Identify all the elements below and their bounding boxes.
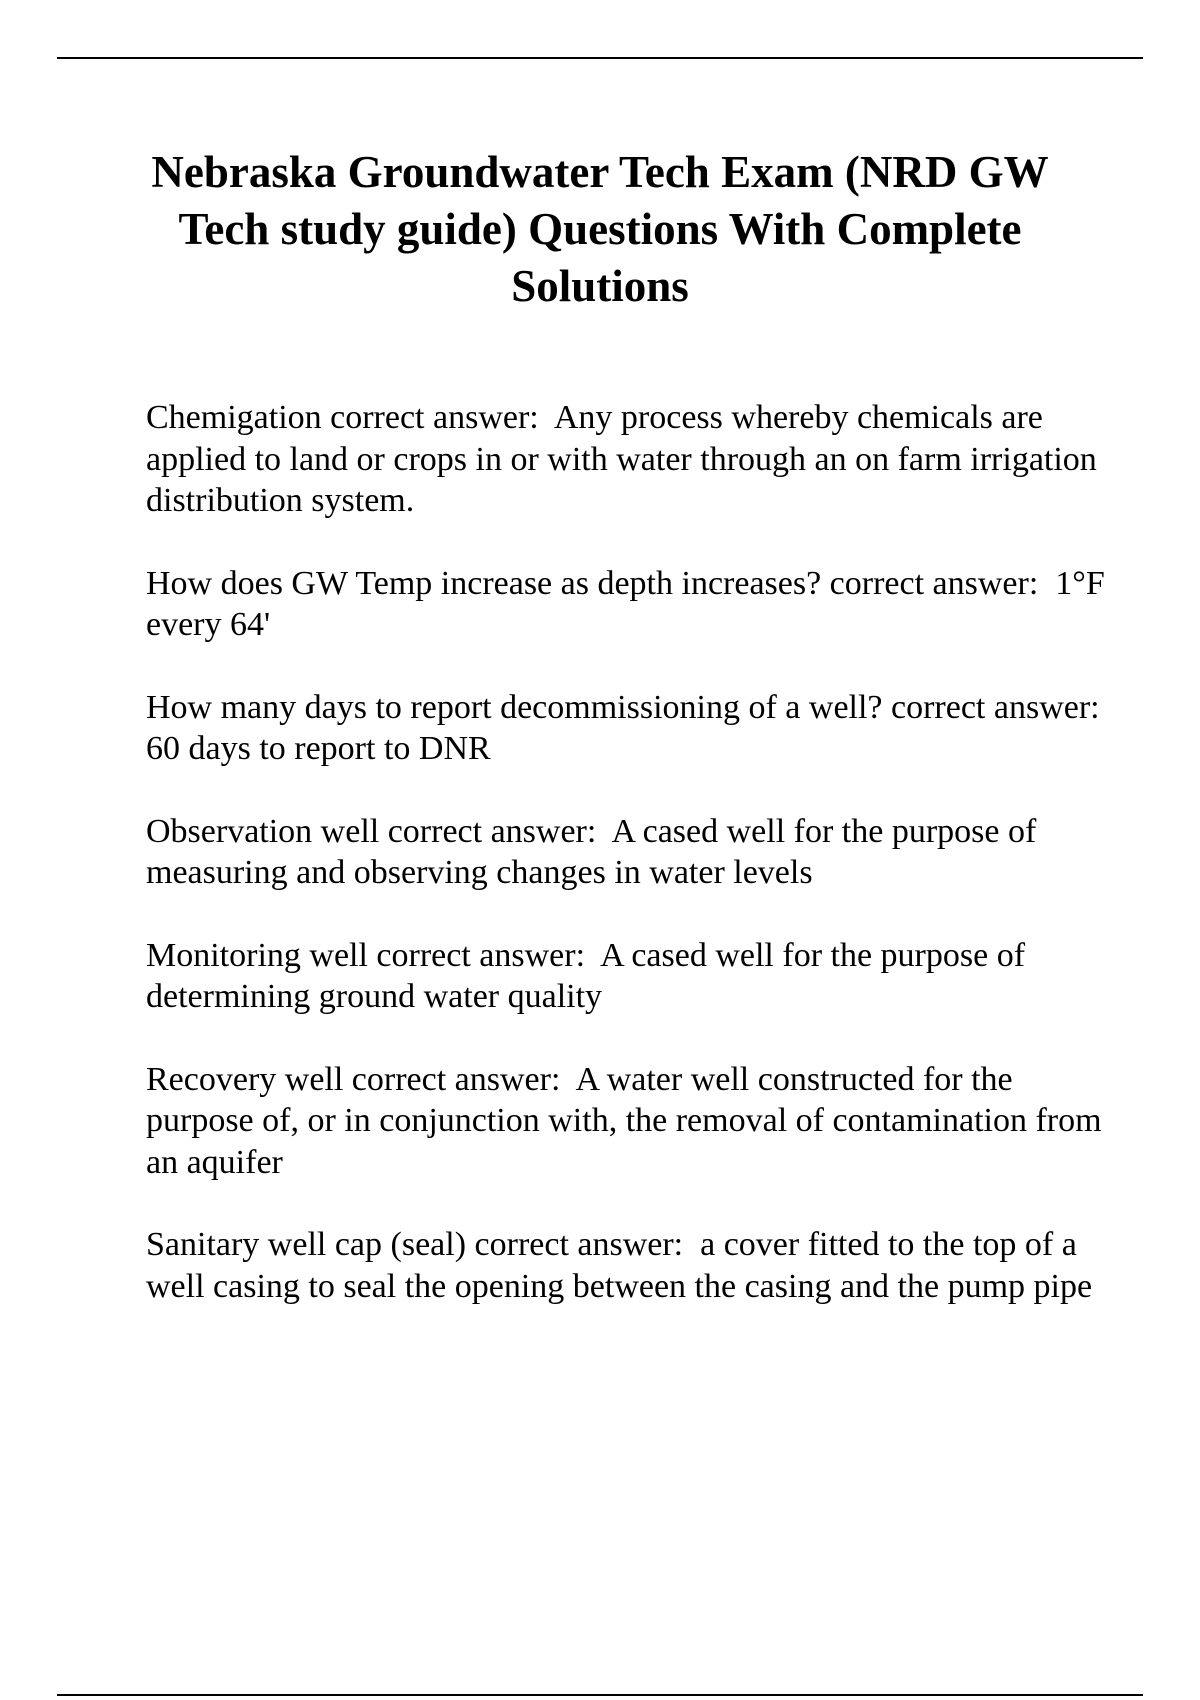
- qa-item-sanitary-well-cap: Sanitary well cap (seal) correct answer: a cover fitted to the top of a well casing to seal the opening between the casing and the pump pipe: [146, 1226, 1093, 1305]
- qa-item-observation-well: Observation well correct answer: A cased well for the purpose of measuring and observing changes in water levels: [146, 812, 1045, 891]
- qa-item-decommissioning: How many days to report decommissioning of a well? correct answer: 60 days to report to DNR: [146, 688, 1117, 767]
- qa-item-chemigation: Chemigation correct answer: Any process whereby chemicals are applied to land or crops in or with water through an on farm irrigation distribution system.: [146, 399, 1106, 519]
- bottom-rule: [57, 1694, 1143, 1696]
- qa-list: [146, 397, 1117, 1348]
- qa-item-gw-temp: How does GW Temp increase as depth increases? correct answer: 1°F every 64': [146, 564, 1114, 643]
- qa-item-recovery-well: Recovery well correct answer: A water well constructed for the purpose of, or in conjunction with, the removal of contamination from an aquifer: [146, 1060, 1111, 1181]
- document-title: Nebraska Groundwater Tech Exam (NRD GW Tech study guide) Questions With Complete Solutions: [151, 147, 1049, 311]
- qa-item-monitoring-well: Monitoring well correct answer: A cased well for the purpose of determining ground water quality: [146, 936, 1034, 1015]
- top-rule: [57, 57, 1143, 59]
